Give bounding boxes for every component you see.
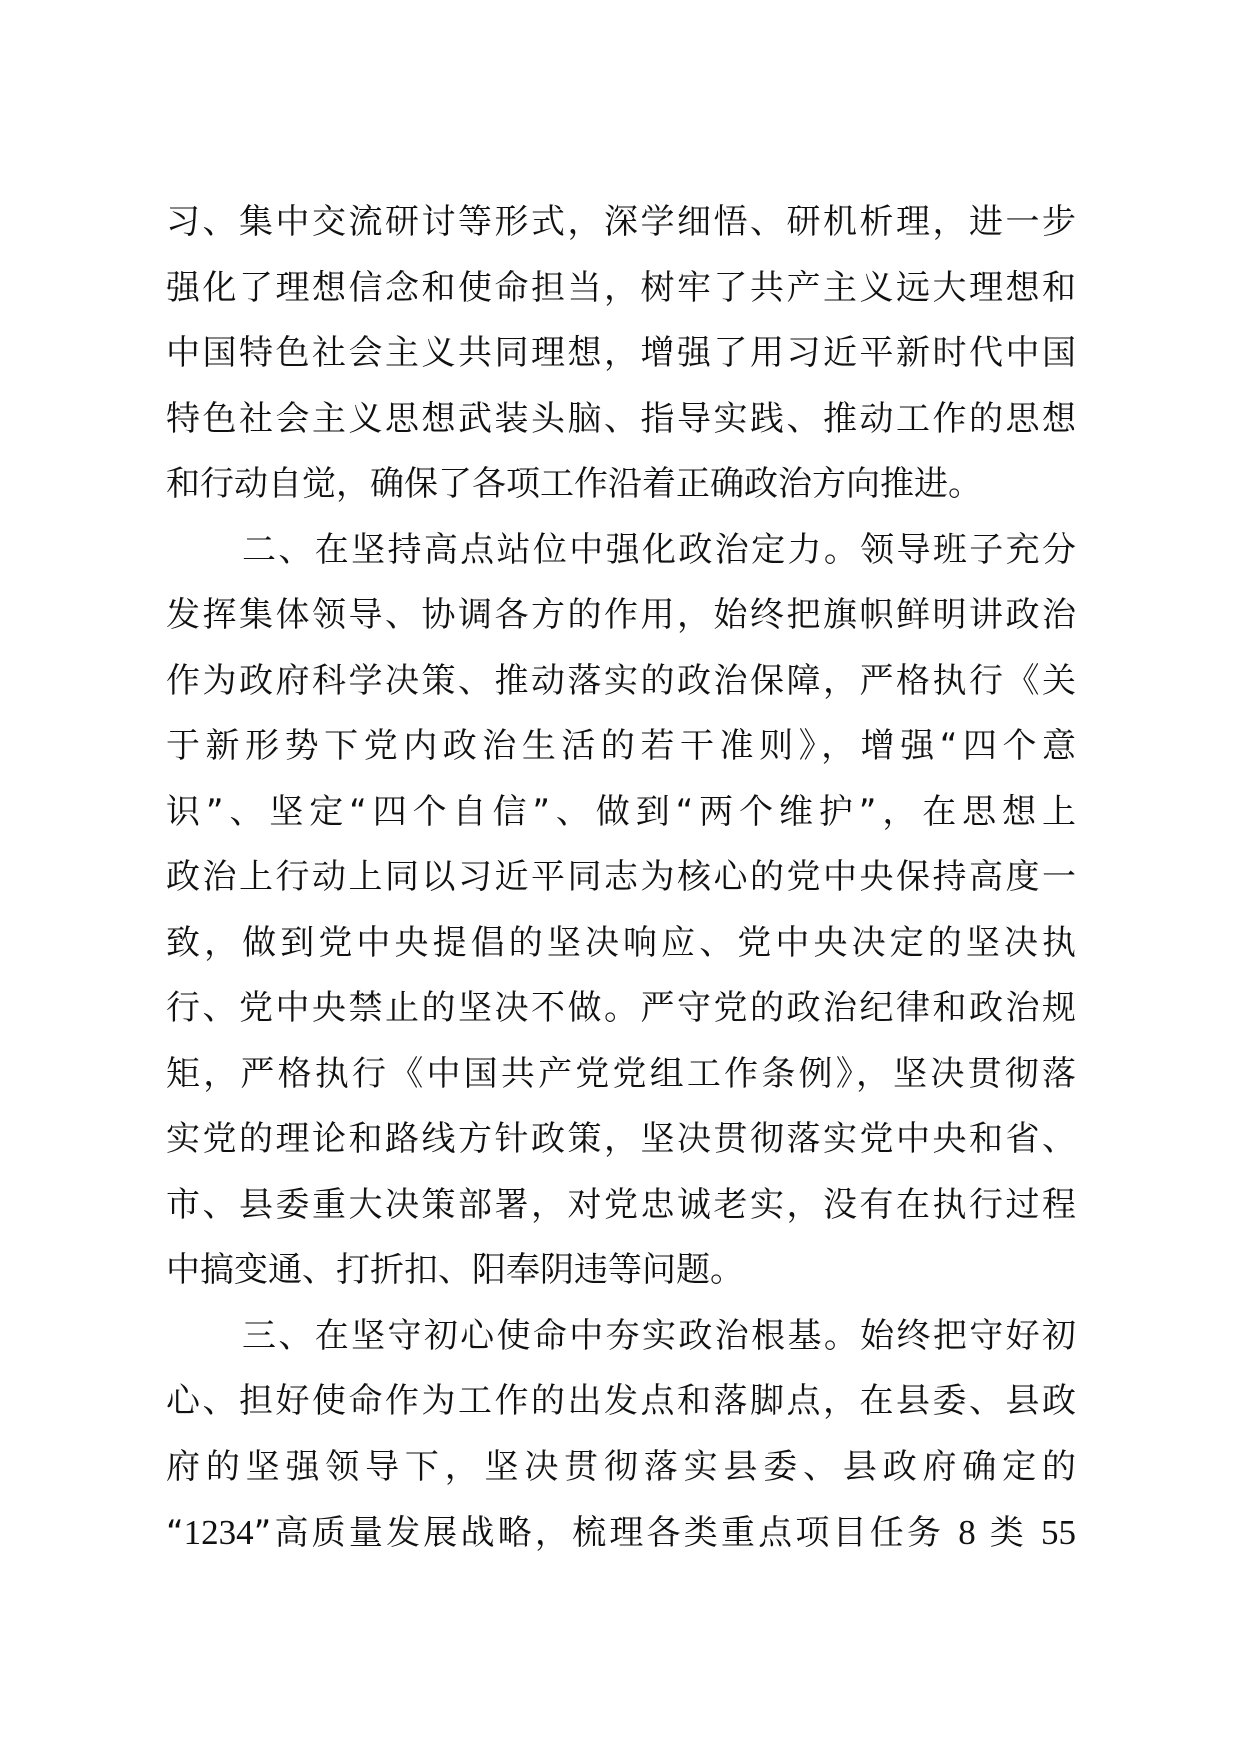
text-line: 中搞变通、打折扣、阳奉阴违等问题。 xyxy=(166,1250,744,1290)
item-count: 55 xyxy=(1041,1513,1076,1552)
paragraph-2 xyxy=(166,518,1076,1304)
text-line: 府的坚强领导下，坚决贯彻落实县委、县政府确定的 xyxy=(166,1446,1076,1487)
category-count: 8 xyxy=(958,1513,976,1552)
text-line: 致，做到党中央提倡的坚决响应、党中央决定的坚决执 xyxy=(166,922,1076,963)
paragraph-1 xyxy=(166,190,1076,518)
text-segment: 高质量发展战略，梳理各类重点项目任务 xyxy=(271,1513,959,1553)
open-quote: “ xyxy=(166,1513,184,1553)
strategy-number: 1234 xyxy=(183,1513,254,1552)
text-line: 作为政府科学决策、推动落实的政治保障，严格执行《关 xyxy=(166,660,1076,701)
text-line: 习、集中交流研讨等形式，深学细悟、研机析理，进一步 xyxy=(166,202,1076,242)
section-heading-line: 二、在坚持高点站位中强化政治定力。领导班子充分 xyxy=(242,529,1076,570)
text-line: 强化了理想信念和使命担当，树牢了共产主义远大理想和 xyxy=(166,267,1076,308)
text-line-mixed xyxy=(166,1500,1076,1566)
paragraph-3 xyxy=(166,1304,1076,1566)
section-heading-line: 三、在坚守初心使命中夯实政治根基。始终把守好初 xyxy=(242,1315,1076,1356)
text-line: 政治上行动上同以习近平同志为核心的党中央保持高度一 xyxy=(166,857,1076,897)
text-line: 实党的理论和路线方针政策，坚决贯彻落实党中央和省、 xyxy=(166,1119,1076,1159)
text-line: 矩，严格执行《中国共产党党组工作条例》，坚决贯彻落 xyxy=(166,1053,1076,1094)
text-line: 市、县委重大决策部署，对党忠诚老实，没有在执行过程 xyxy=(166,1184,1076,1225)
text-line: 行、党中央禁止的坚决不做。严守党的政治纪律和政治规 xyxy=(166,988,1076,1028)
text-line: 心、担好使命作为工作的出发点和落脚点，在县委、县政 xyxy=(166,1381,1076,1421)
text-line: 于新形势下党内政治生活的若干准则》，增强“四个意 xyxy=(166,726,1076,766)
text-line: 和行动自觉，确保了各项工作沿着正确政治方向推进。 xyxy=(166,464,982,504)
text-line: 发挥集体领导、协调各方的作用，始终把旗帜鲜明讲政治 xyxy=(166,595,1076,635)
document-body xyxy=(166,190,1076,1566)
text-segment: 类 xyxy=(975,1513,1041,1553)
text-line: 识”、坚定“四个自信”、做到“两个维护”，在思想上 xyxy=(166,791,1076,832)
text-line: 特色社会主义思想武装头脑、指导实践、推动工作的思想 xyxy=(166,398,1076,439)
text-line: 中国特色社会主义共同理想，增强了用习近平新时代中国 xyxy=(166,333,1076,373)
close-quote: ” xyxy=(253,1513,272,1553)
